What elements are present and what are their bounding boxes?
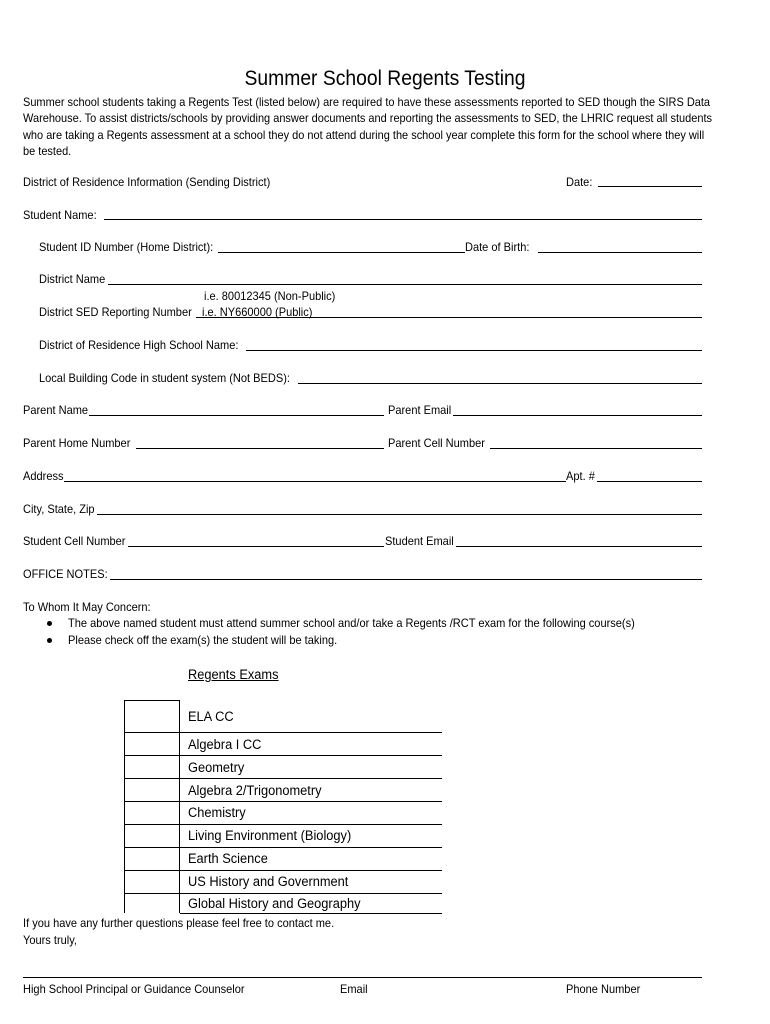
exam-label: Global History and Geography [188,896,361,911]
exam-divider [180,778,442,779]
student-name-field[interactable] [104,219,702,220]
concern-label: To Whom It May Concern: [23,600,151,614]
apt-field[interactable] [597,481,702,482]
exams-heading: Regents Exams [188,667,279,682]
bullet-text-2: Please check off the exam(s) the student will be taking. [68,633,338,647]
parent-cell-label: Parent Cell Number [388,436,485,450]
exam-divider [180,847,442,848]
sed-number-field[interactable] [196,317,702,318]
parent-home-label: Parent Home Number [23,436,131,450]
date-label: Date: [566,175,593,189]
hs-name-field[interactable] [246,350,702,351]
building-code-field[interactable] [298,383,702,384]
address-field[interactable] [64,481,566,482]
exam-checkbox-global-history[interactable] [124,893,180,913]
exam-label: Chemistry [188,805,246,820]
bullet-text-1: The above named student must attend summer school and/or take a Regents /RCT exam for the following course(s) [68,616,635,630]
exam-label: Earth Science [188,851,268,866]
exam-divider [180,824,442,825]
sed-number-label: District SED Reporting Number [39,305,192,319]
exam-checkbox-us-history[interactable] [124,870,180,894]
exam-divider [180,913,442,914]
closing-line-2: Yours truly, [23,933,78,947]
district-name-label: District Name [39,272,106,286]
student-name-label: Student Name: [23,208,97,222]
address-label: Address [23,469,64,483]
parent-email-label: Parent Email [388,403,452,417]
exam-divider [180,732,442,733]
student-cell-field[interactable] [128,546,384,547]
hs-name-label: District of Residence High School Name: [39,338,239,352]
parent-cell-field[interactable] [490,448,702,449]
office-notes-field[interactable] [110,579,702,580]
exam-label: US History and Government [188,874,349,889]
sed-example-nonpublic: i.e. 80012345 (Non-Public) [204,289,336,303]
exam-label: Geometry [188,760,245,775]
student-cell-label: Student Cell Number [23,534,126,548]
exam-divider [180,870,442,871]
exam-label: ELA CC [188,709,234,724]
exam-label: Algebra I CC [188,737,262,752]
parent-home-field[interactable] [136,448,384,449]
student-id-label: Student ID Number (Home District): [39,240,214,254]
bullet-dot [47,638,52,643]
student-id-field[interactable] [218,252,465,253]
sed-example-public: i.e. NY660000 (Public) [202,305,313,319]
district-info-label: District of Residence Information (Sending District) [23,175,271,189]
exam-label: Algebra 2/Trigonometry [188,783,322,798]
intro-paragraph: Summer school students taking a Regents Test (listed below) are required to have these assessments reported to SED though the SIRS Data Warehouse. To assist districts/schools by providing answer documents and reporting the assessments to SED, the LHRIC request all students who are taking a Regents assessment at a school they do not attend during the school year complete this form for the school where they will be tested. [23,95,713,158]
exam-checkbox-algebra1[interactable] [124,732,180,756]
signature-label: High School Principal or Guidance Counselor [23,982,245,996]
exam-checkbox-geometry[interactable] [124,755,180,779]
closing-line-1: If you have any further questions please feel free to contact me. [23,916,335,930]
signature-email-label: Email [340,982,368,996]
dob-label: Date of Birth: [465,240,530,254]
exam-checkbox-living-env[interactable] [124,824,180,848]
exam-divider [180,801,442,802]
parent-name-field[interactable] [89,415,384,416]
signature-phone-label: Phone Number [566,982,641,996]
dob-field[interactable] [538,252,702,253]
district-name-field[interactable] [108,284,702,285]
exam-checkbox-algebra2[interactable] [124,778,180,802]
parent-email-field[interactable] [453,415,702,416]
exam-checkbox-earth-science[interactable] [124,847,180,871]
page-title: Summer School Regents Testing [244,67,526,90]
city-label: City, State, Zip [23,502,95,516]
city-field[interactable] [97,514,702,515]
bullet-dot [47,621,52,626]
exam-checkbox-ela[interactable] [124,700,180,733]
signature-field[interactable] [23,977,702,978]
apt-label: Apt. # [566,469,595,483]
office-notes-label: OFFICE NOTES: [23,567,108,581]
exam-divider [180,755,442,756]
date-field[interactable] [598,186,702,187]
exam-divider [180,893,442,894]
exam-checkbox-chemistry[interactable] [124,801,180,825]
exam-label: Living Environment (Biology) [188,828,352,843]
student-email-field[interactable] [456,546,702,547]
building-code-label: Local Building Code in student system (Not BEDS): [39,371,290,385]
parent-name-label: Parent Name [23,403,89,417]
student-email-label: Student Email [385,534,454,548]
